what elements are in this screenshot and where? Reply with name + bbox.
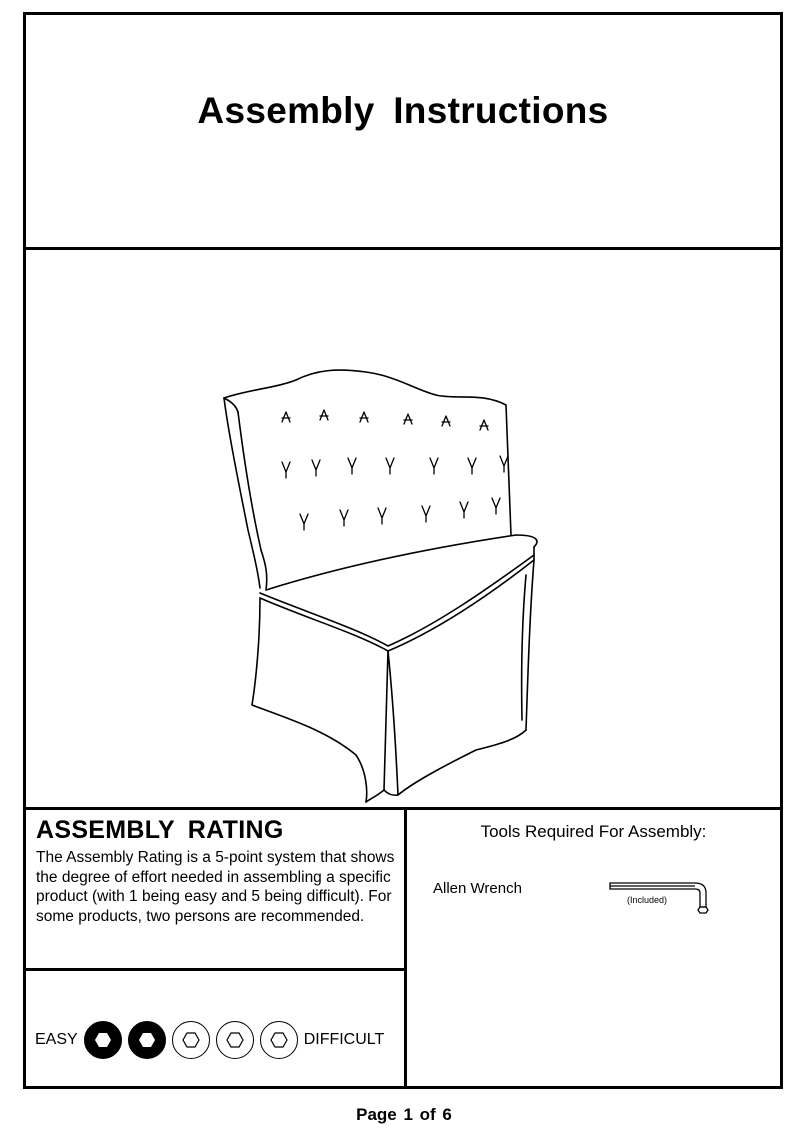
rating-scale-section (26, 971, 407, 1086)
page-number: Page 1 of 6 (356, 1105, 452, 1124)
tool-note: (Included) (627, 895, 668, 905)
rating-dot-4 (216, 1021, 254, 1059)
title-section (26, 15, 780, 250)
rating-scale (35, 1021, 384, 1059)
product-image-section (26, 250, 780, 810)
rating-dot-5 (260, 1021, 298, 1059)
allen-wrench-icon (607, 875, 717, 915)
document-frame (23, 12, 783, 1089)
hexagon-icon (138, 1031, 156, 1049)
page-title: Assembly Instructions (197, 90, 609, 131)
rating-dot-2 (128, 1021, 166, 1059)
hexagon-icon (94, 1031, 112, 1049)
assembly-rating-section (26, 810, 407, 971)
hexagon-icon (226, 1031, 244, 1049)
tools-section (407, 810, 780, 1086)
rating-description: The Assembly Rating is a 5-point system that shows the degree of effort needed in assembling a specific product (with 1 being easy and 5 being difficult). For some products, two persons are recommended. (36, 849, 395, 925)
easy-label: EASY (35, 1031, 78, 1048)
hexagon-icon (270, 1031, 288, 1049)
hexagon-icon (182, 1031, 200, 1049)
loveseat-illustration (216, 350, 616, 810)
rating-dot-1 (84, 1021, 122, 1059)
tool-item (607, 875, 717, 920)
difficult-label: DIFFICULT (303, 1031, 385, 1048)
tool-name: Allen Wrench (433, 880, 522, 897)
rating-heading: ASSEMBLY RATING (36, 816, 284, 844)
tools-heading: Tools Required For Assembly: (480, 822, 707, 841)
rating-dot-3 (172, 1021, 210, 1059)
